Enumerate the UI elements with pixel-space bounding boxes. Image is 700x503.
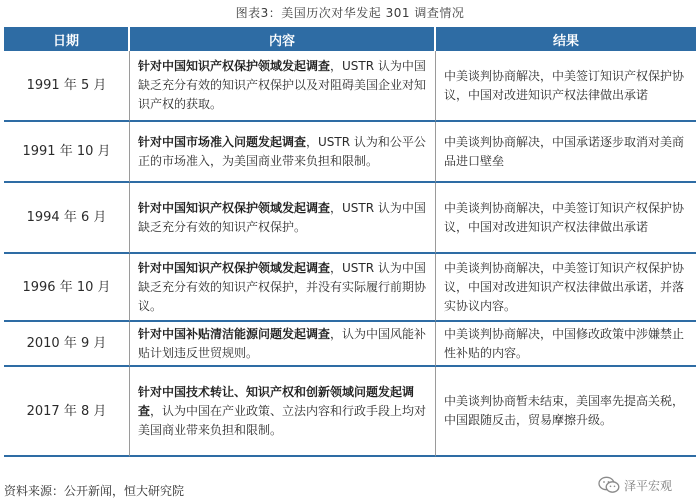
table-header-row [4,27,696,51]
row-date: 1991 年 10 月 [4,122,130,183]
content-bold: 针对中国知识产权保护领域发起调查 [138,200,331,215]
table-row [4,183,696,254]
header-date: 日期 [4,27,130,51]
row-result: 中美谈判协商解决，中国承诺逐步取消对美商品进口壁垒 [436,122,696,183]
content-rest: ，认为中国风能补贴计划违反世贸规则。 [138,326,427,360]
row-content [130,322,436,367]
row-result: 中美谈判协商解决，中美签订知识产权保护协议，中国对改进知识产权法律做出承诺 [436,183,696,254]
content-bold: 针对中国技术转让、知识产权和创新领域问题发起调查 [138,384,415,418]
content-rest: ，USTR 认为和公平公正的市场准入，为美国商业带来负担和限制。 [138,134,426,168]
row-content [130,51,436,122]
content-rest: ，认为中国在产业政策、立法内容和行政手段上均对美国商业带来负担和限制。 [138,403,427,437]
table-row [4,367,696,457]
content-bold: 针对中国补贴清洁能源问题发起调查 [138,326,331,341]
row-date: 2017 年 8 月 [4,367,130,457]
content-bold: 针对中国知识产权保护领域发起调查 [138,260,331,275]
content-rest: ，USTR 认为中国缺乏充分有效的知识产权保护，并没有实际履行前期协议。 [138,260,427,313]
content-bold: 针对中国市场准入问题发起调查 [138,134,307,149]
table-row [4,322,696,367]
row-date: 1991 年 5 月 [4,51,130,122]
content-rest: ，USTR 认为中国缺乏充分有效的知识产权保护。 [138,200,426,234]
table-row [4,254,696,322]
source-note: 资料来源：公开新闻，恒大研究院 [4,484,185,498]
row-content [130,367,436,457]
watermark [598,476,672,494]
figure-caption: 图表3：美国历次对华发起 301 调查情况 [235,6,465,20]
row-content [130,183,436,254]
row-content [130,122,436,183]
row-result: 中美谈判协商解决，中美签订知识产权保护协议，中国对改进知识产权法律做出承诺 [436,51,696,122]
row-result: 中美谈判协商解决，中美签订知识产权保护协议，中国对改进知识产权法律做出承诺，并落实协议内容。 [436,254,696,322]
content-bold: 针对中国知识产权保护领域发起调查 [138,59,331,73]
watermark-text: 泽平宏观 [624,478,673,493]
row-content [130,254,436,322]
header-result: 结果 [436,27,696,51]
row-date: 2010 年 9 月 [4,322,130,367]
table-row [4,122,696,183]
row-date: 1996 年 10 月 [4,254,130,322]
content-rest: ，USTR 认为中国缺乏充分有效的知识产权保护以及对阻碍美国企业对知识产权的获取。 [138,59,427,111]
header-content: 内容 [130,27,436,51]
table-row [4,51,696,122]
row-result: 中美谈判协商暂未结束，美国率先提高关税，中国跟随反击，贸易摩擦升级。 [436,367,696,457]
row-date: 1994 年 6 月 [4,183,130,254]
row-result: 中美谈判协商解决，中国修改政策中涉嫌禁止性补贴的内容。 [436,322,696,367]
wechat-icon [598,476,620,494]
investigation-table [4,27,696,457]
